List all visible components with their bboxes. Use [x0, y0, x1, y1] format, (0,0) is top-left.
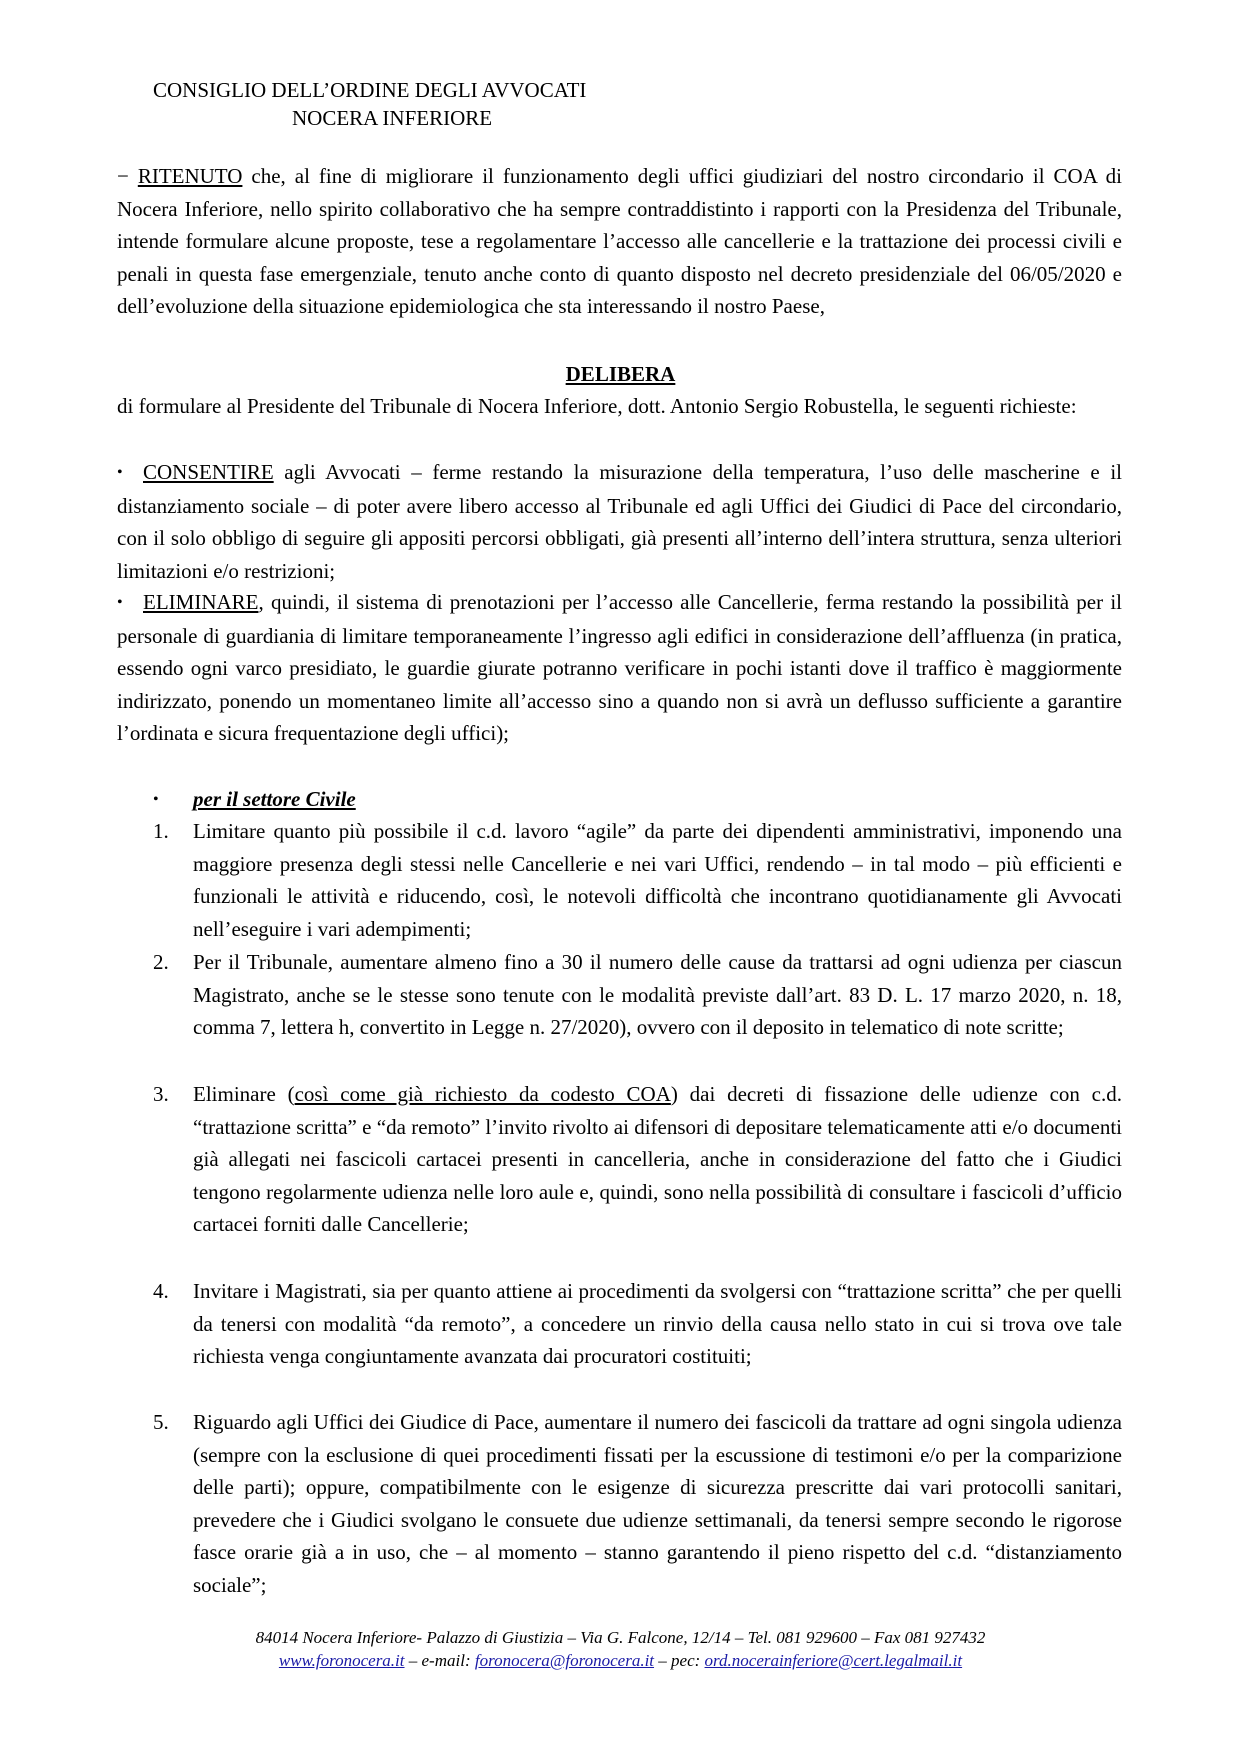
- letterhead-city: NOCERA INFERIORE: [292, 106, 493, 130]
- bullet-text: , quindi, il sistema di prenotazioni per l’accesso alle Cancellerie, ferma restando la possibilità per il personale di guardiania di limitare temporaneamente l’ingresso agli edifici in considerazione dell’affluenza (in pratica, essendo ogni varco presidiato, le guardie giurate potranno verificare in pochi istanti dove il traffico è maggiormente indirizzato, ponendo un momentaneo limite all’accesso sino a quando non si avrà un deflusso sufficiente a garantire l’ordinata e sicura frequentazione degli uffici);: [117, 590, 1122, 745]
- bullet-text: agli Avvocati – ferme restando la misurazione della temperatura, l’uso delle mascherine e il distanziamento sociale – di poter avere libero accesso al Tribunale ed agli Uffici dei Giudici di Pace del circondario, con il solo obbligo di seguire gli appositi percorsi obbligati, già presenti all’interno dell’intera struttura, senza ulteriori limitazioni e/o restrizioni;: [117, 460, 1122, 583]
- numbered-item: [153, 1078, 1122, 1241]
- delibera-heading: DELIBERA: [565, 362, 676, 386]
- numbered-item: [153, 1275, 1122, 1373]
- footer-contacts: [0, 1649, 1241, 1672]
- item-text: Invitare i Magistrati, sia per quanto attiene ai procedimenti da svolgersi con “trattazione scritta” che per quelli da tenersi con modalità “da remoto”, a concedere un rinvio della causa nello stato in cui si trova ove tale richiesta venga congiuntamente avanzata dai procuratori costituiti;: [193, 1279, 1122, 1368]
- footer-address: 84014 Nocera Inferiore- Palazzo di Giustizia – Via G. Falcone, 12/14 – Tel. 081 929600 – Fax 081 927432: [255, 1628, 986, 1647]
- letterhead-title: CONSIGLIO DELL’ORDINE DEGLI AVVOCATI: [153, 78, 587, 102]
- website-link[interactable]: www.foronocera.it: [278, 1651, 405, 1670]
- bullet-consentire: [117, 456, 1122, 587]
- bullet-icon: •: [117, 594, 123, 611]
- section-civile-title: per il settore Civile: [193, 787, 356, 811]
- numbered-item: [153, 815, 1122, 945]
- ritenuto-text: che, al fine di migliorare il funzionamento degli uffici giudiziari del nostro circondario il COA di Nocera Inferiore, nello spirito collaborativo che ha sempre contraddistinto i rapporti con la Presidenza del Tribunale, intende formulare alcune proposte, tese a regolamentare l’accesso alle cancellerie e la trattazione dei processi civili e penali in questa fase emergenziale, tenuto anche conto di quanto disposto nel decreto presidenziale del 06/05/2020 e dell’evoluzione della situazione epidemiologica che sta interessando il nostro Paese,: [117, 164, 1123, 318]
- bullet-eliminare: [117, 586, 1122, 750]
- item-text-underlined: così come già richiesto da codesto COA: [294, 1082, 671, 1106]
- item-text-pre: Eliminare (: [193, 1082, 295, 1106]
- item-text: [193, 1078, 1122, 1241]
- item-number: 1.: [153, 819, 169, 843]
- pec-link[interactable]: ord.nocerainferiore@cert.legalmail.it: [704, 1651, 963, 1670]
- delibera-intro: di formulare al Presidente del Tribunale di Nocera Inferiore, dott. Antonio Sergio Robustella, le seguenti richieste:: [117, 394, 1077, 418]
- item-text: Limitare quanto più possibile il c.d. lavoro “agile” da parte dei dipendenti amministrativi, imponendo una maggiore presenza degli stessi nelle Cancellerie e nei vari Uffici, rendendo – in tal modo – più efficienti e funzionali le attività e riducendo, così, le notevoli difficoltà che incontrano quotidianamente gli Avvocati nell’eseguire i vari adempimenti;: [193, 819, 1122, 941]
- item-text-rest: ) dai decreti di fissazione delle udienze con c.d. “trattazione scritta” e “da remoto” l’invito rivolto ai difensori di depositare telematicamente atti e/o documenti già allegati nei fascicoli cartacei presenti in cancelleria, anche in considerazione del fatto che i Giudici tengono regolarmente udienza nelle loro aule e, quindi, sono nella possibilità di consultare i fascicoli d’ufficio cartacei forniti dalle Cancellerie;: [193, 1082, 1123, 1236]
- numbered-item: [153, 946, 1122, 1044]
- item-number: 5.: [153, 1410, 169, 1434]
- item-number: 2.: [153, 950, 169, 974]
- email-link[interactable]: foronocera@foronocera.it: [474, 1651, 655, 1670]
- ritenuto-paragraph: [117, 160, 1122, 323]
- bullet-keyword: ELIMINARE: [143, 590, 259, 614]
- item-number: 4.: [153, 1279, 169, 1303]
- numbered-item: [153, 1406, 1122, 1601]
- pec-label: – pec:: [654, 1651, 705, 1670]
- bullet-icon: •: [117, 464, 123, 481]
- item-text: Per il Tribunale, aumentare almeno fino a 30 il numero delle cause da trattarsi ad ogni udienza per ciascun Magistrato, anche se le stesse sono tenute con le modalità previste dall’art. 83 D. L. 17 marzo 2020, n. 18, comma 7, lettera h, convertito in Legge n. 27/2020), ovvero con il deposito in telematico di note scritte;: [193, 950, 1122, 1039]
- ritenuto-keyword: RITENUTO: [137, 164, 243, 188]
- bullet-icon: •: [153, 791, 159, 808]
- bullet-keyword: CONSENTIRE: [143, 460, 274, 484]
- dash-mark: −: [117, 164, 138, 188]
- item-number: 3.: [153, 1082, 169, 1106]
- section-civile-heading: [153, 783, 356, 816]
- email-label: – e-mail:: [404, 1651, 475, 1670]
- item-text: Riguardo agli Uffici dei Giudice di Pace, aumentare il numero dei fascicoli da trattare ad ogni singola udienza (sempre con la esclusione di quei procedimenti fissati per la escussione di testimoni e/o per la comparizione delle parti); oppure, compatibilmente con le esigenze di sicurezza prescritte dai vari protocolli sanitari, prevedere che i Giudici svolgano le consuete due udienze settimanali, da tenersi sempre secondo le rigorose fasce orarie già a in uso, che – al momento – stanno garantendo il pieno rispetto del c.d. “distanziamento sociale”;: [193, 1410, 1122, 1597]
